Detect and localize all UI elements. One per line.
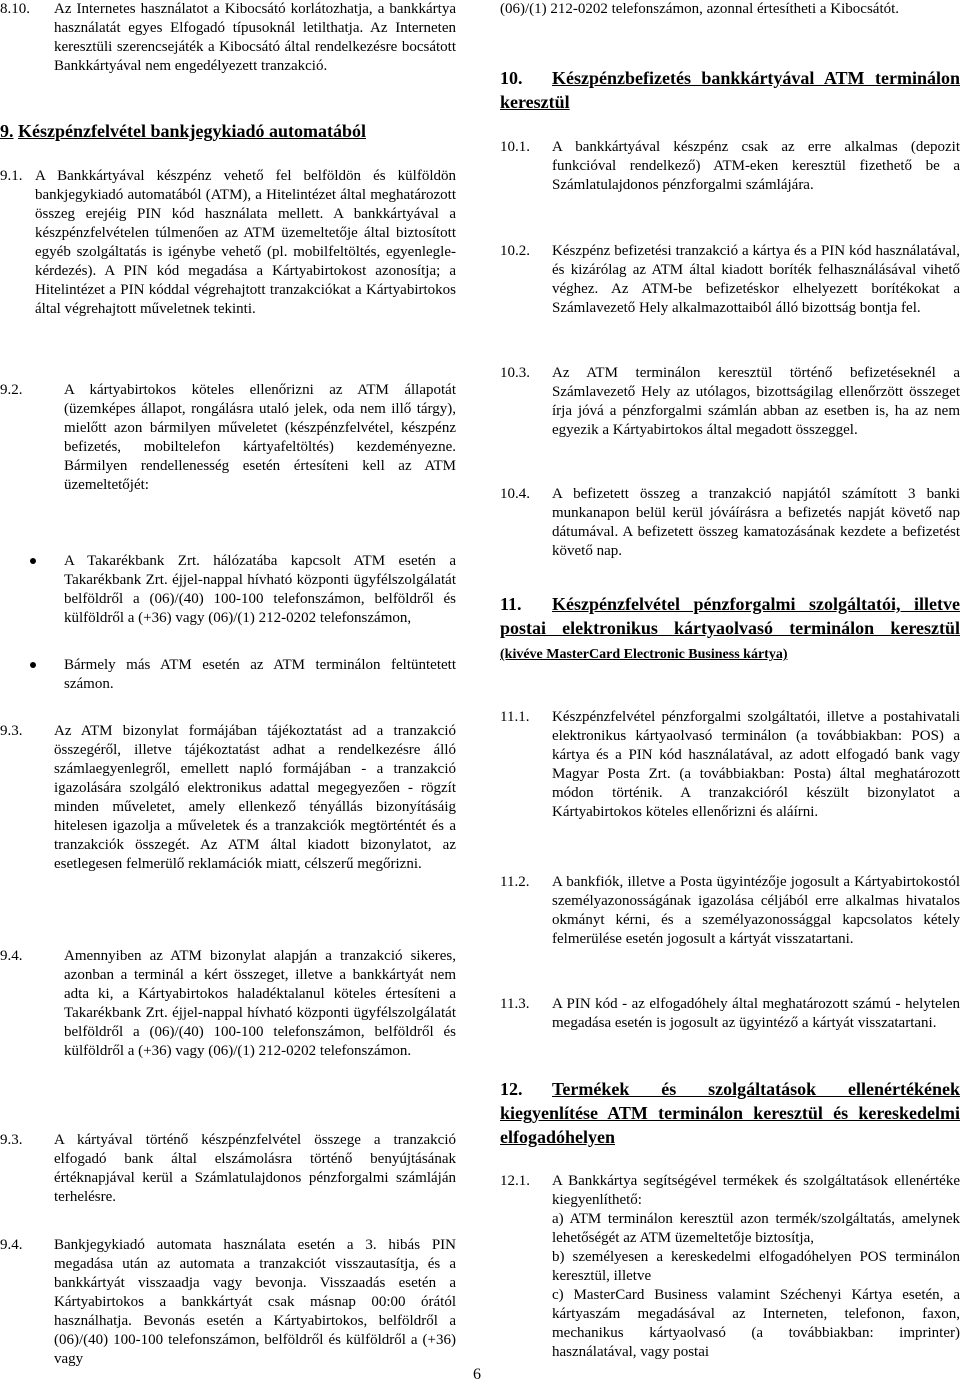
section-text: Az ATM bizonylat formájában tájékoztatást ad a tranzakció összegéről, illetve tájékoztatást adhat a rendelkezésre álló számlaegyenlegről, emellett napló formájában - a tranzakció igazolására szolgáló elektronikus adattal megegyezően - rögzít minden műveletet, amely ellenkező tényállás bizonyításáig hitelesen igazolja a műveletek és a tranzakciók megtörténtét és a tranzakciók összegét. Az ATM által kiadott bizonylatot, az esetlegesen felmerülő reklamációk miatt, célszerű megőrizni.	[54, 723, 456, 872]
heading-note: (kivéve MasterCard Electronic Business kártya)	[500, 647, 788, 662]
section-number: 12.1.	[500, 1173, 530, 1189]
continued-text: (06)/(1) 212-0202 telefonszámon, azonnal értesítheti a Kibocsátót.	[500, 1, 900, 17]
section-text: A befizetett összeg a tranzakció napjától számított 3 banki munkanapon belül kerül jóváírásra a befizetés napját követő nap dátumával. A befizetett összeg kamatozásának kezdete a befizetést követő nap.	[552, 486, 960, 559]
section-text: Az ATM terminálon keresztül történő befizetéseknél a Számlavezető Hely az utólagos, bizottságilag ellenőrzött összeget írja jóvá a pénzforgalmi számlán abban az esetben is, ha az nem egyezik a Kártyabirtokos által megadott összeggel.	[552, 365, 960, 438]
section-text: Az Internetes használatot a Kibocsátó korlátozhatja, a bankkártya használatát egyes Elfogadó típusoknál letilthatja. Az Interneten keresztüli szerencsejáték a Kibocsátó által rendelkezésre bocsátott Bankkártyával nem engedélyezett tranzakció.	[54, 1, 456, 74]
section-number: 10.3.	[500, 365, 530, 381]
heading-title: Készpénzfelvétel bankjegykiadó automatából	[18, 121, 366, 141]
section-text: Készpénzfelvétel pénzforgalmi szolgáltatói, illetve a postahivatali elektronikus kártyaolvasó terminálon (a továbbiakban: POS) a kártya és a PIN kód használatával, az adott elfogadó bank vagy Magyar Posta Zrt. (a továbbiakban: Posta) által meghatározott módon történik. A tranzakcióról készült bizonylatot a Kártyabirtokos köteles ellenőrizni és aláírni.	[552, 709, 960, 820]
section-number: 9.1.	[0, 168, 23, 184]
section-number: 8.10.	[0, 1, 30, 17]
section-number: 11.2.	[500, 874, 530, 890]
heading-title: Készpénzbefizetés bankkártyával ATM terminálon keresztül	[500, 68, 960, 112]
heading-number: 10.	[500, 68, 523, 88]
bullet-icon	[30, 662, 36, 668]
section-number: 11.3.	[500, 996, 530, 1012]
section-text: A kártyával történő készpénzfelvétel összege a tranzakció elfogadó bank által elszámolásra történő benyújtásának értéknapjával kerül a Számlatulajdonos pénzforgalmi számláján terhelésre.	[54, 1132, 456, 1205]
heading-11	[500, 592, 960, 667]
section-text: Amennyiben az ATM bizonylat alapján a tranzakció sikeres, azonban a terminál a kért összeget, illetve a bankkártyát nem adta ki, a Kártyabirtokos haladéktalanul köteles értesíteni a Takarékbank Zrt. éjjel-nappal hívható központi ügyfélszolgálatát belföldről a (06)/(40) 100-100 telefonszámon, belföldről és külföldről a (+36) vagy (06)/(1) 212-0202 telefonszámon.	[64, 948, 456, 1059]
heading-title: Készpénzfelvétel pénzforgalmi szolgáltatói, illetve postai elektronikus kártyaolvasó terminálon keresztül	[500, 594, 960, 638]
section-intro: A Bankkártya segítségével termékek és szolgáltatások ellenértéke kiegyenlíthető:	[552, 1173, 960, 1208]
heading-title: Termékek és szolgáltatások ellenértékének kiegyenlítése ATM terminálon keresztül és kereskedelmi elfogadóhelyen	[500, 1079, 960, 1147]
section-text: A bankkártyával készpénz csak az erre alkalmas (depozit funkcióval rendelkező) ATM-eken keresztül fizethető be a Számlatulajdonos pénzforgalmi számlájára.	[552, 139, 960, 193]
section-number: 9.4.	[0, 1237, 23, 1253]
list-item-c: c) MasterCard Business valamint Széchenyi Kártya esetén, a kártyaszám megadásával az Interneten, telefonon, faxon, mechanikus kártyaolvasó (a továbbiakban: imprinter) használatával, vagy postai	[552, 1287, 960, 1360]
heading-12	[500, 1077, 960, 1149]
section-text: A kártyabirtokos köteles ellenőrizni az ATM állapotát (üzemképes állapot, rongálásra utaló jelek, oda nem illő tárgy), mielőtt azon bármilyen műveletet (készpénzfelvétel, készpénz befizetés, mobiltelefon kártyafeltöltés) kezdeményezne. Bármilyen rendellenesség esetén értesíteni kell az ATM üzemeltetőjét:	[64, 382, 456, 493]
section-number: 11.1.	[500, 709, 530, 725]
section-text: Bankjegykiadó automata használata esetén a 3. hibás PIN megadása után az automata a tranzakciót visszautasítja, és a bankkártyát visszaadja vagy bevonja. Visszaadás esetén a Kártyabirtokos a bankkártyát csak másnap 00:00 órától használhatja. Bevonás esetén a Kártyabirtokos, belföldről a (06)/(40) 100-100 telefonszámon, belföldről és külföldről a (+36) vagy	[54, 1237, 456, 1367]
section-number: 9.4.	[0, 948, 23, 964]
section-number: 10.1.	[500, 139, 530, 155]
list-item-b: b) személyesen a kereskedelmi elfogadóhelyen POS terminálon keresztül, illetve	[552, 1249, 960, 1284]
list-item-a: a) ATM terminálon keresztül azon termék/szolgáltatás, amelynek lehetőségét az ATM üzemeltetője biztosítja,	[552, 1211, 960, 1246]
heading-number: 9.	[0, 121, 14, 141]
heading-number: 11.	[500, 594, 522, 614]
section-number: 9.3.	[0, 1132, 23, 1148]
section-text: A Bankkártyával készpénz vehető fel belföldön és külföldön bankjegykiadó automatából (ATM), a Hitelintézet által meghatározott összeg erejéig PIN kód használata mellett. A bankkártyával a készpénzfelvételen túlmenően az ATM üzemeltetője által biztosított egyéb szolgáltatás is igénybe vehető (pl. mobilfeltöltés, egyenleglekérdezés). A PIN kód megadása a Kártyabirtokost azonosítja; a Hitelintézet a PIN kóddal végrehajtott tranzakciókat a Kártyabirtokos által végrehajtott műveletnek tekinti.	[35, 168, 456, 317]
heading-10	[500, 66, 960, 114]
bullet-text: A Takarékbank Zrt. hálózatába kapcsolt ATM esetén a Takarékbank Zrt. éjjel-nappal hívható központi ügyfélszolgálatát belföldről a (06)/(40) 100-100 telefonszámon, belföldről és külföldről a (+36) vagy (06)/(1) 212-0202 telefonszámon,	[64, 553, 456, 626]
section-number: 9.3.	[0, 723, 23, 739]
section-text: A PIN kód - az elfogadóhely által meghatározott számú - helytelen megadása esetén is jogosult az ügyintéző a kártyát visszatartani.	[552, 996, 960, 1031]
page-number: 6	[473, 1366, 481, 1383]
bullet-text: Bármely más ATM esetén az ATM terminálon feltüntetett számon.	[64, 657, 456, 692]
section-number: 10.4.	[500, 486, 530, 502]
section-number: 10.2.	[500, 243, 530, 259]
section-number: 9.2.	[0, 382, 23, 398]
bullet-icon	[30, 558, 36, 564]
heading-9	[0, 120, 456, 142]
section-text: Készpénz befizetési tranzakció a kártya és a PIN kód használatával, és kizárólag az ATM által kiadott boríték felhasználásával vihető véghez. Az ATM-be befizetéskor elhelyezett borítékokat a Számlavezető Hely alkalmazottaiból álló bizottság bontja fel.	[552, 243, 960, 316]
section-text: A bankfiók, illetve a Posta ügyintézője jogosult a Kártyabirtokostól személyazonosságának igazolása céljából erre alkalmas hivatalos okmányt kérni, és a személyazonossággal kapcsolatos kétely felmerülése esetén jogosult a kártyát visszatartani.	[552, 874, 960, 947]
heading-number: 12.	[500, 1079, 523, 1099]
section-text	[552, 1172, 960, 1362]
